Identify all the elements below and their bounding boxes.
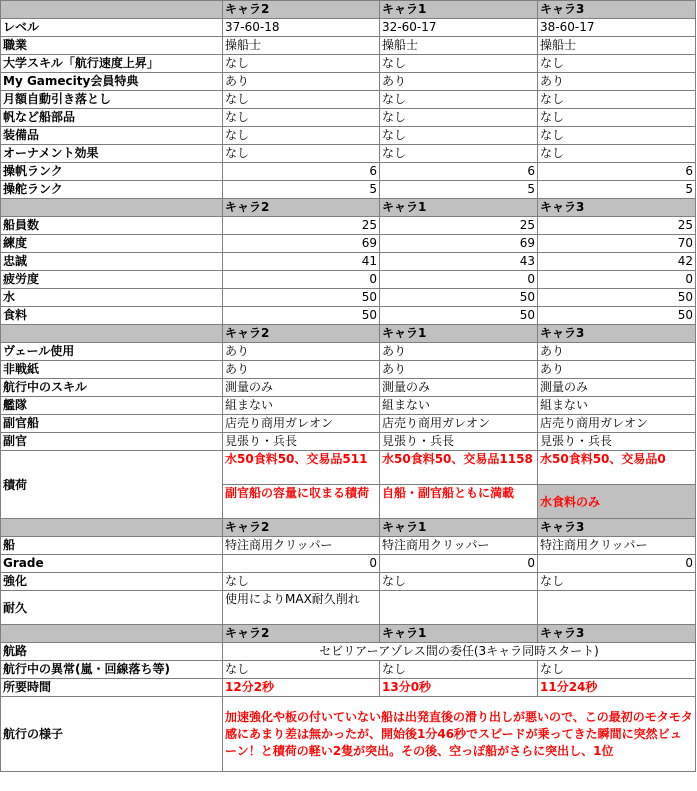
cargo-amount: 水50食料50、交易品511 xyxy=(223,451,380,485)
row-label: 艦隊 xyxy=(1,397,223,415)
table-cell: 6 xyxy=(380,163,538,181)
row-label: 強化 xyxy=(1,573,223,591)
table-cell: 測量のみ xyxy=(223,379,380,397)
table-cell: あり xyxy=(538,361,696,379)
row-label: My Gamecity会員特典 xyxy=(1,73,223,91)
row-label: 非戦紙 xyxy=(1,361,223,379)
table-cell: なし xyxy=(223,127,380,145)
table-cell: 0 xyxy=(223,555,380,573)
row-label: 所要時間 xyxy=(1,679,223,697)
cargo-amount: 水50食料50、交易品1158 xyxy=(380,451,538,485)
cargo-row xyxy=(1,451,696,485)
table-cell: 操船士 xyxy=(223,37,380,55)
table-cell: なし xyxy=(223,91,380,109)
table-cell: 50 xyxy=(380,307,538,325)
table-row xyxy=(1,591,696,625)
cargo-note: 水食料のみ xyxy=(538,485,696,519)
table-cell: なし xyxy=(380,109,538,127)
row-label: 耐久 xyxy=(1,591,223,625)
table-row xyxy=(1,109,696,127)
table-cell: 5 xyxy=(223,181,380,199)
column-header: キャラ3 xyxy=(538,199,696,217)
table-row xyxy=(1,361,696,379)
row-label: オーナメント効果 xyxy=(1,145,223,163)
table-row xyxy=(1,127,696,145)
table-row xyxy=(1,573,696,591)
row-label: レベル xyxy=(1,19,223,37)
table-row xyxy=(1,235,696,253)
header-row xyxy=(1,1,696,19)
table-cell: なし xyxy=(380,573,538,591)
table-row xyxy=(1,271,696,289)
table-cell: 0 xyxy=(380,271,538,289)
column-header: キャラ1 xyxy=(380,199,538,217)
table-row xyxy=(1,555,696,573)
table-cell: 50 xyxy=(223,307,380,325)
table-cell: なし xyxy=(538,55,696,73)
row-label: 船員数 xyxy=(1,217,223,235)
table-cell: 測量のみ xyxy=(380,379,538,397)
table-cell: 11分24秒 xyxy=(538,679,696,697)
table-row xyxy=(1,397,696,415)
column-header: キャラ3 xyxy=(538,1,696,19)
column-header: キャラ3 xyxy=(538,625,696,643)
header-blank xyxy=(1,1,223,19)
table-cell: 0 xyxy=(223,271,380,289)
table-cell: 見張り・兵長 xyxy=(380,433,538,451)
table-cell: あり xyxy=(223,361,380,379)
table-cell: 0 xyxy=(538,271,696,289)
column-header: キャラ2 xyxy=(223,625,380,643)
route-value: セビリアーアゾレス間の委任(3キャラ同時スタート) xyxy=(223,643,696,661)
row-label: 忠誠 xyxy=(1,253,223,271)
table-row xyxy=(1,679,696,697)
row-label: 航行の様子 xyxy=(1,697,223,772)
table-cell: なし xyxy=(538,91,696,109)
row-label: 月額自動引き落とし xyxy=(1,91,223,109)
table-cell: 69 xyxy=(223,235,380,253)
header-row xyxy=(1,199,696,217)
table-cell: なし xyxy=(380,127,538,145)
table-cell: あり xyxy=(380,73,538,91)
table-cell: 0 xyxy=(380,555,538,573)
table-row xyxy=(1,253,696,271)
table-cell: 6 xyxy=(538,163,696,181)
table-body xyxy=(1,1,696,772)
table-cell: 使用によりMAX耐久削れ xyxy=(223,591,380,625)
header-row xyxy=(1,519,696,537)
table-cell: 店売り商用ガレオン xyxy=(223,415,380,433)
table-cell: なし xyxy=(223,109,380,127)
table-row xyxy=(1,307,696,325)
table-cell: 5 xyxy=(538,181,696,199)
table-cell: 組まない xyxy=(538,397,696,415)
table-cell: あり xyxy=(538,343,696,361)
row-label: 航路 xyxy=(1,643,223,661)
table-cell: 組まない xyxy=(380,397,538,415)
table-row xyxy=(1,643,696,661)
table-cell: 43 xyxy=(380,253,538,271)
table-row xyxy=(1,217,696,235)
table-cell: 50 xyxy=(538,307,696,325)
row-label: 帆など船部品 xyxy=(1,109,223,127)
header-blank xyxy=(1,325,223,343)
table-row xyxy=(1,73,696,91)
table-cell: 6 xyxy=(223,163,380,181)
row-label: 積荷 xyxy=(1,451,223,519)
row-label: 航行中のスキル xyxy=(1,379,223,397)
row-label: 水 xyxy=(1,289,223,307)
table-row xyxy=(1,433,696,451)
table-cell: なし xyxy=(538,573,696,591)
row-label: 操帆ランク xyxy=(1,163,223,181)
column-header: キャラ1 xyxy=(380,519,538,537)
table-row xyxy=(1,91,696,109)
table-cell: 特注商用クリッパー xyxy=(223,537,380,555)
row-label: Grade xyxy=(1,555,223,573)
row-label: 大学スキル「航行速度上昇」 xyxy=(1,55,223,73)
header-row xyxy=(1,625,696,643)
row-label: 操舵ランク xyxy=(1,181,223,199)
table-row xyxy=(1,661,696,679)
table-row xyxy=(1,379,696,397)
row-label: ヴェール使用 xyxy=(1,343,223,361)
table-cell: 特注商用クリッパー xyxy=(380,537,538,555)
column-header: キャラ3 xyxy=(538,325,696,343)
table-cell: 25 xyxy=(223,217,380,235)
column-header: キャラ2 xyxy=(223,1,380,19)
row-label: 食料 xyxy=(1,307,223,325)
table-row xyxy=(1,145,696,163)
row-label: 船 xyxy=(1,537,223,555)
table-cell: 操船士 xyxy=(538,37,696,55)
column-header: キャラ1 xyxy=(380,325,538,343)
table-cell xyxy=(380,591,538,625)
column-header: キャラ2 xyxy=(223,519,380,537)
table-cell: 12分2秒 xyxy=(223,679,380,697)
table-cell: 25 xyxy=(538,217,696,235)
table-row xyxy=(1,289,696,307)
table-cell: 見張り・兵長 xyxy=(538,433,696,451)
table-row xyxy=(1,343,696,361)
row-label: 装備品 xyxy=(1,127,223,145)
table-cell: なし xyxy=(380,661,538,679)
table-cell: あり xyxy=(380,361,538,379)
row-label: 職業 xyxy=(1,37,223,55)
table-cell: 42 xyxy=(538,253,696,271)
row-label: 航行中の異常(嵐・回線落ち等) xyxy=(1,661,223,679)
header-row xyxy=(1,325,696,343)
cargo-note: 自船・副官船ともに満載 xyxy=(380,485,538,519)
table-row xyxy=(1,537,696,555)
table-cell: 70 xyxy=(538,235,696,253)
table-cell xyxy=(538,591,696,625)
table-cell: 見張り・兵長 xyxy=(223,433,380,451)
voyage-notes: 加速強化や板の付いていない船は出発直後の滑り出しが悪いので、この最初のモタモタ感にあまり差は無かったが、開始後1分46秒でスピードが乗ってきた瞬間に突然ビューン！と積荷の軽い2隻が突出。その後、空っぽ船がさらに突出し、1位 xyxy=(223,697,696,772)
table-cell: なし xyxy=(538,145,696,163)
row-label: 練度 xyxy=(1,235,223,253)
table-cell: なし xyxy=(538,109,696,127)
table-cell: 37-60-18 xyxy=(223,19,380,37)
table-row xyxy=(1,19,696,37)
table-cell: 店売り商用ガレオン xyxy=(538,415,696,433)
table-row xyxy=(1,37,696,55)
table-cell: 5 xyxy=(380,181,538,199)
row-label: 副官 xyxy=(1,433,223,451)
table-cell: なし xyxy=(380,145,538,163)
table-cell: 50 xyxy=(380,289,538,307)
header-blank xyxy=(1,519,223,537)
cargo-amount: 水50食料50、交易品0 xyxy=(538,451,696,485)
column-header: キャラ1 xyxy=(380,1,538,19)
table-cell: 店売り商用ガレオン xyxy=(380,415,538,433)
row-label: 副官船 xyxy=(1,415,223,433)
table-cell: なし xyxy=(223,145,380,163)
table-cell: あり xyxy=(538,73,696,91)
table-cell: なし xyxy=(223,573,380,591)
table-cell: なし xyxy=(223,55,380,73)
header-blank xyxy=(1,199,223,217)
voyage-row xyxy=(1,697,696,772)
table-cell: 0 xyxy=(538,555,696,573)
table-cell: あり xyxy=(223,73,380,91)
header-blank xyxy=(1,625,223,643)
table-cell: なし xyxy=(380,91,538,109)
table-cell: 41 xyxy=(223,253,380,271)
table-cell: 測量のみ xyxy=(538,379,696,397)
cargo-note: 副官船の容量に収まる積荷 xyxy=(223,485,380,519)
table-cell: 組まない xyxy=(223,397,380,415)
table-cell: なし xyxy=(380,55,538,73)
table-cell: なし xyxy=(538,127,696,145)
table-row xyxy=(1,55,696,73)
table-row xyxy=(1,181,696,199)
table-cell: 50 xyxy=(538,289,696,307)
table-cell: 25 xyxy=(380,217,538,235)
table-cell: 32-60-17 xyxy=(380,19,538,37)
column-header: キャラ1 xyxy=(380,625,538,643)
table-cell: なし xyxy=(223,661,380,679)
table-row xyxy=(1,163,696,181)
row-label: 疲労度 xyxy=(1,271,223,289)
table-cell: 38-60-17 xyxy=(538,19,696,37)
table-cell: 13分0秒 xyxy=(380,679,538,697)
table-cell: あり xyxy=(223,343,380,361)
table-cell: 50 xyxy=(223,289,380,307)
table-row xyxy=(1,415,696,433)
table-cell: なし xyxy=(538,661,696,679)
table-cell: 特注商用クリッパー xyxy=(538,537,696,555)
column-header: キャラ2 xyxy=(223,199,380,217)
column-header: キャラ3 xyxy=(538,519,696,537)
column-header: キャラ2 xyxy=(223,325,380,343)
table-cell: 操船士 xyxy=(380,37,538,55)
table-cell: 69 xyxy=(380,235,538,253)
table-cell: あり xyxy=(380,343,538,361)
